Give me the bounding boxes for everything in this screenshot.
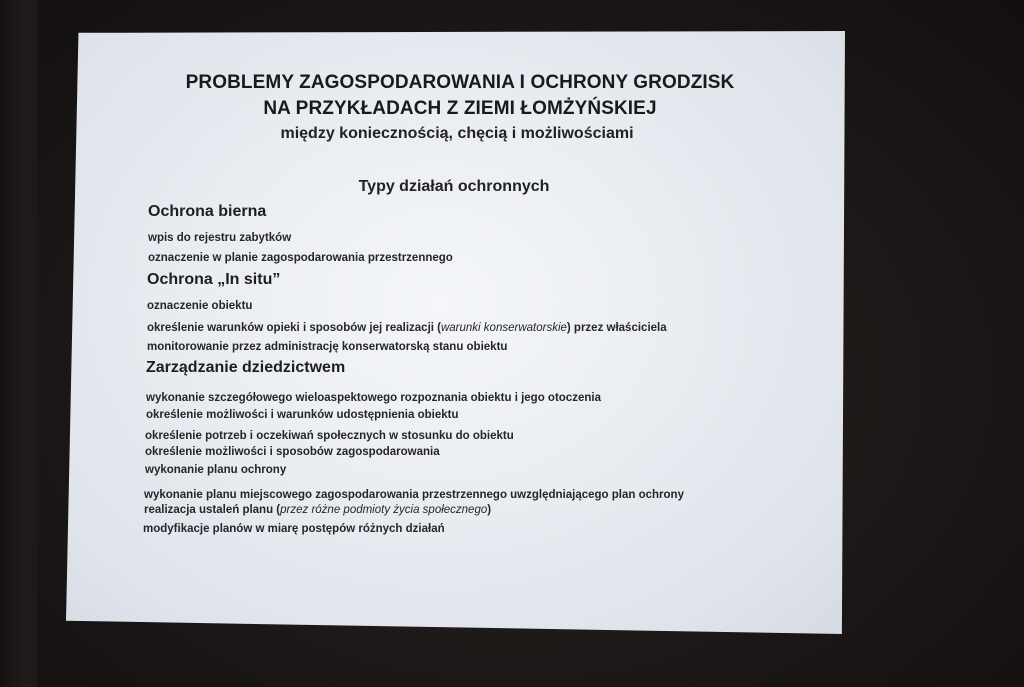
item-text: ) przez właściciela xyxy=(566,322,667,334)
list-item: wykonanie szczegółowego wieloaspektowego rozpoznania obiektu i jego otoczenia xyxy=(146,392,601,404)
heading-ochrona-bierna: Ochrona bierna xyxy=(148,203,267,220)
list-item: określenie możliwości i sposobów zagospodarowania xyxy=(145,446,440,458)
list-item: wykonanie planu miejscowego zagospodarowania przestrzennego uwzględniającego plan ochrony xyxy=(144,489,684,501)
heading-ochrona-in-situ: Ochrona „In situ” xyxy=(147,271,281,288)
list-item: określenie możliwości i warunków udostępnienia obiektu xyxy=(146,409,459,421)
list-item xyxy=(144,504,491,516)
list-item xyxy=(147,322,667,334)
list-item: oznaczenie obiektu xyxy=(147,300,253,312)
list-item: monitorowanie przez administrację konserwatorską stanu obiektu xyxy=(147,341,508,353)
item-italic-text: przez różne podmioty życia społecznego xyxy=(280,504,488,516)
heading-zarzadzanie-dziedzictwem: Zarządzanie dziedzictwem xyxy=(146,359,346,376)
slide-subtitle: między koniecznością, chęcią i możliwościami xyxy=(280,125,634,142)
item-text: ) xyxy=(487,504,492,516)
slide-title-line-2: NA PRZYKŁADACH Z ZIEMI ŁOMŻYŃSKIEJ xyxy=(263,98,657,119)
list-item: modyfikacje planów w miarę postępów różnych działań xyxy=(143,523,445,535)
section-title: Typy działań ochronnych xyxy=(358,178,550,195)
list-item: oznaczenie w planie zagospodarowania przestrzennego xyxy=(148,252,453,264)
list-item: wpis do rejestru zabytków xyxy=(148,232,292,244)
item-text: realizacja ustaleń planu ( xyxy=(144,504,281,516)
item-italic-text: warunki konserwatorskie xyxy=(440,322,567,334)
list-item: określenie potrzeb i oczekiwań społecznych w stosunku do obiektu xyxy=(145,430,514,442)
item-text: określenie warunków opieki i sposobów jej realizacji ( xyxy=(147,322,441,334)
list-item: wykonanie planu ochrony xyxy=(145,464,287,476)
slide-title-line-1: PROBLEMY ZAGOSPODAROWANIA I OCHRONY GRODZISK xyxy=(185,72,735,93)
